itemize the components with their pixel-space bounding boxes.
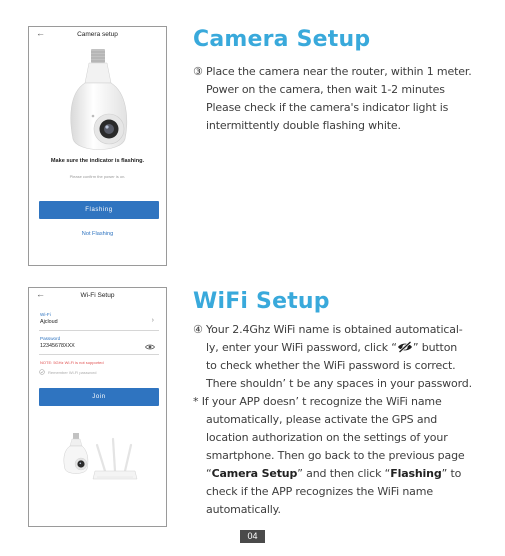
wifi-label: Wi-Fi — [40, 312, 51, 317]
flashing-emphasis: Flashing — [390, 467, 442, 480]
text-line: automatically, please activate the GPS and — [206, 413, 438, 426]
text-line — [193, 465, 472, 483]
bulb-camera-image — [63, 49, 135, 167]
camera-setup-step-3 — [193, 63, 472, 135]
camera-setup-heading: Camera Setup — [193, 27, 371, 52]
text-line: smartphone. Then go back to the previous page — [206, 449, 465, 462]
divider — [39, 330, 159, 331]
text-line: ③ Place the camera near the router, within 1 meter. — [193, 65, 472, 78]
camera-setup-emphasis: Camera Setup — [211, 467, 298, 480]
join-button[interactable]: Join — [39, 388, 159, 406]
checkbox-icon[interactable] — [39, 369, 45, 375]
text-line: Please check if the camera's indicator light is — [206, 101, 449, 114]
screen-title: Wi-Fi Setup — [80, 292, 115, 299]
wifi-setup-step-4 — [193, 321, 472, 519]
text-span: ” button — [412, 341, 458, 354]
text-line: * If your APP doesn’ t recognize the WiFi name — [193, 395, 442, 408]
text-line: There shouldn’ t be any spaces in your password. — [206, 377, 472, 390]
not-flashing-link[interactable]: Not Flashing — [81, 231, 114, 237]
eye-slash-icon — [397, 341, 413, 353]
text-line — [193, 339, 472, 357]
divider — [39, 354, 159, 355]
eye-icon[interactable] — [145, 344, 155, 350]
screen-title: Camera setup — [77, 31, 118, 38]
back-arrow-icon[interactable]: ← — [36, 28, 45, 38]
password-label: Password — [40, 336, 61, 341]
app-header — [29, 27, 166, 43]
text-span: ” and then click “ — [297, 467, 391, 480]
phone-screenshot-camera-setup — [28, 26, 167, 266]
text-span: ly, enter your WiFi password, click “ — [206, 341, 397, 354]
back-arrow-icon[interactable]: ← — [36, 289, 45, 299]
5ghz-note: NOTE: 5GHz Wi-Fi is not supported — [40, 360, 104, 365]
text-line: check if the APP recognizes the WiFi name — [206, 485, 433, 498]
flashing-button[interactable]: Flashing — [39, 201, 159, 219]
app-header — [29, 288, 166, 304]
text-span: ” to — [441, 467, 462, 480]
wifi-name-field[interactable]: Ajcloud — [40, 319, 58, 325]
text-span: “ — [206, 467, 212, 480]
power-hint: Please confirm the power is on. — [69, 174, 126, 179]
text-line: ④ Your 2.4Ghz WiFi name is obtained automatical- — [193, 323, 463, 336]
text-line: to check whether the WiFi password is correct. — [206, 359, 456, 372]
text-line: automatically. — [206, 503, 281, 516]
text-line: location authorization on the settings of your — [206, 431, 448, 444]
chevron-right-icon[interactable]: › — [151, 317, 154, 324]
password-field[interactable]: 12345678XXX — [40, 343, 75, 349]
wifi-setup-heading: WiFi Setup — [193, 289, 330, 314]
text-line: Power on the camera, then wait 1-2 minutes — [206, 83, 445, 96]
camera-and-router-image — [61, 433, 139, 489]
remember-password-label: Remember Wi-Fi password — [48, 370, 97, 375]
indicator-caption: Make sure the indicator is flashing. — [50, 158, 145, 164]
text-line: intermittently double flashing white. — [206, 119, 401, 132]
page-number: 04 — [240, 530, 265, 543]
phone-screenshot-wifi-setup — [28, 287, 167, 527]
